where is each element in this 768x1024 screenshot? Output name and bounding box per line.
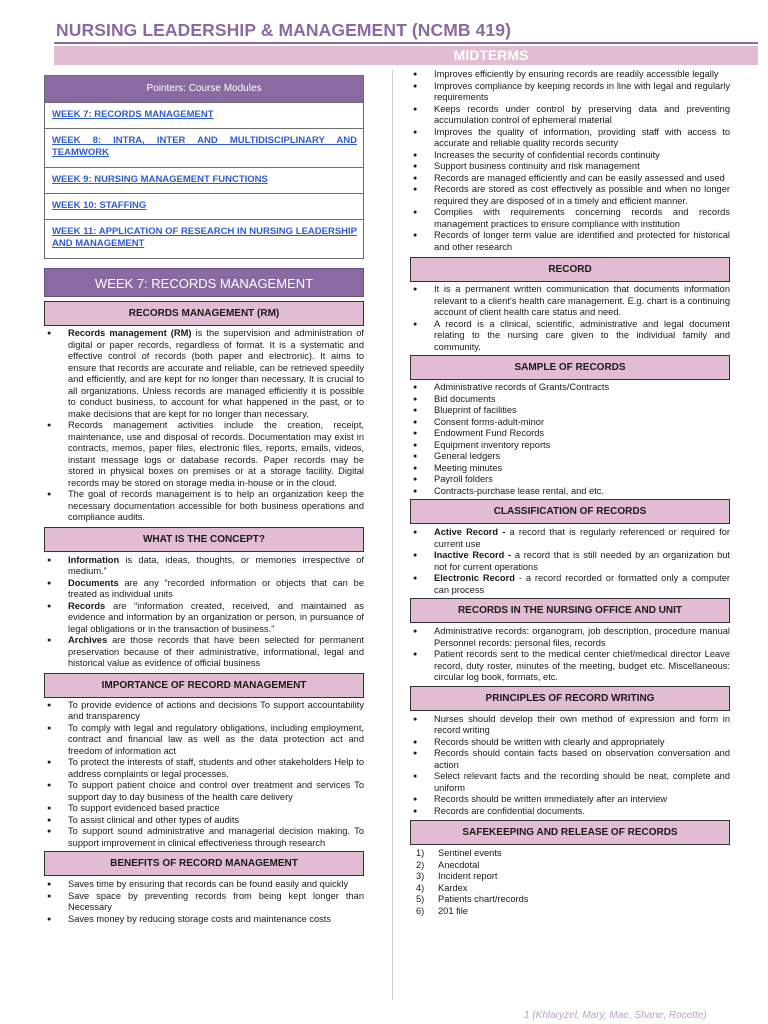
list-item: ● Support business continuity and risk management [410,161,730,173]
link-week-9[interactable]: WEEK 9: NURSING MANAGEMENT FUNCTIONS [45,167,363,193]
page-title: NURSING LEADERSHIP & MANAGEMENT (NCMB 419) [56,20,512,40]
section-heading-concept: WHAT IS THE CONCEPT? [44,527,364,552]
column-divider [392,70,393,1000]
list-item: ● Meeting minutes [410,463,730,475]
list-item: ● Archives are those records that have been selected for permanent preservation because of their administrative, informational, legal and historical value as evidence of official business [44,635,364,670]
list-item: ● Increases the security of confidential records continuity [410,150,730,162]
section-heading-nursing-office: RECORDS IN THE NURSING OFFICE AND UNIT [410,598,730,623]
list-item: ● Records management (RM) is the supervision and administration of digital or paper records, regardless of format. It is a systematic and effective control of records (both paper and electronic). It aims to ensure that records are accurate and reliable, can be retrieved speedily and efficiently, and are kept for no longer than necessary. It is crucial to all organizations. Unless records are managed efficiently it is possible to conduct business, to account for what happened in the past, or to make decisions that are kept for no longer than necessary. [44,328,364,420]
list-item: ● Bid documents [410,394,730,406]
list-item: ● Saves time by ensuring that records can be found easily and quickly [44,879,364,891]
samples-list [410,382,730,497]
list-item: ● Keeps records under control by preserving data and preventing accumulation control of ephemeral material [410,104,730,127]
list-item: ● Records should be written with clearly and appropriately [410,737,730,749]
list-item: ● Patient records sent to the medical center chief/medical director Leave record, duty roster, minutes of the meeting, budget etc. Miscellaneous: circular log book, formats, etc. [410,649,730,684]
principles-list [410,714,730,818]
list-item: ● Records should be written immediately after an interview [410,794,730,806]
list-item: 5) Patients chart/records [416,894,529,904]
list-item: ● Records are confidential documents. [410,806,730,818]
link-week-8[interactable]: WEEK 8: INTRA, INTER AND MULTIDISCIPLINARY AND TEAMWORK [45,128,363,167]
list-item: ● To protect the interests of staff, students and other stakeholders Help to address complaints or legal processes. [44,757,364,780]
page-subtitle: MIDTERMS [453,47,529,63]
list-item: ● To provide evidence of actions and decisions To support accountability and transparency [44,700,364,723]
section-heading-importance: IMPORTANCE OF RECORD MANAGEMENT [44,673,364,698]
list-item: ● General ledgers [410,451,730,463]
list-item: ● Improves the quality of information, providing staff with access to accurate and reliable quality records security [410,127,730,150]
section-heading-benefits: BENEFITS OF RECORD MANAGEMENT [44,851,364,876]
list-item: ● Contracts-purchase lease rental, and etc. [410,486,730,498]
benefits-list [44,879,364,925]
list-item: ● Active Record - a record that is regularly referenced or required for current use [410,527,730,550]
record-list [410,284,730,353]
pointers-table [44,75,364,259]
list-item: ● To support evidenced based practice [44,803,364,815]
pointers-heading: Pointers: Course Modules [45,76,363,102]
list-item: ● Records are “information created, received, and maintained as evidence and information by an organization or person, in pursuance of legal obligations or in the transaction of business.” [44,601,364,636]
list-item: ● Nurses should develop their own method of expression and form in record writing [410,714,730,737]
list-item: ● Inactive Record - a record that is still needed by an organization but not for current operations [410,550,730,573]
list-item: ● Documents are any “recorded information or objects that can be treated as individual units [44,578,364,601]
list-item: 3) Incident report [416,871,498,881]
list-item: ● Records management activities include the creation, receipt, maintenance, use and disposal of records. Documentation may exist in contracts, memos, paper files, electronic files, reports, emails, videos, instant message logs or database records. Paper records may be stored in physical boxes on premises or at a storage facility. Digital records may be stored on storage media in-house or in the cloud. [44,420,364,489]
list-item: 4) Kardex [416,882,468,893]
safekeeping-list [410,848,730,917]
section-heading-principles: PRINCIPLES OF RECORD WRITING [410,686,730,711]
page-footer: 1 (Khlaryzel, Mary, Mae, Shane, Rocette) [524,1010,707,1021]
list-item: ● Information is data, ideas, thoughts, or memories irrespective of medium.” [44,555,364,578]
list-item: ● To assist clinical and other types of audits [44,815,364,827]
left-column [44,75,364,925]
list-item: ● Records are stored as cost effectively as possible and when no longer required they are disposed of in a timely and efficient manner. [410,184,730,207]
title-underline [54,42,758,44]
link-week-11[interactable]: WEEK 11: APPLICATION OF RESEARCH IN NURSING LEADERSHIP AND MANAGEMENT [45,219,363,258]
week-banner: WEEK 7: RECORDS MANAGEMENT [44,268,364,297]
list-item: ● Saves money by reducing storage costs and maintenance costs [44,914,364,926]
list-item: ● Blueprint of facilities [410,405,730,417]
list-item: 1) Sentinel events [416,848,502,858]
nursing-office-list [410,626,730,684]
classification-list [410,527,730,596]
list-item: ● To support patient choice and control over treatment and services To support day to day business of the health care delivery [44,780,364,803]
list-item: ● It is a permanent written communication that documents information relevant to a client's health care management. E.g. chart is a continuing account of client health care status and need. [410,284,730,319]
list-item: ● To support sound administrative and managerial decision making. To support improvement in clinical effectiveness through research [44,826,364,849]
section-heading-record: RECORD [410,257,730,282]
section-heading-classification: CLASSIFICATION OF RECORDS [410,499,730,524]
list-item: ● Records of longer term value are identified and protected for historical and other research [410,230,730,253]
list-item: ● Consent forms-adult-minor [410,417,730,429]
list-item: ● Complies with requirements concerning records and records management practices to ensure compliance with institution [410,207,730,230]
right-column [410,69,730,917]
link-week-10[interactable]: WEEK 10: STAFFING [45,193,363,219]
list-item: ● Improves compliance by keeping records in line with legal and regularly requirements [410,81,730,104]
section-heading-safekeeping: SAFEKEEPING AND RELEASE OF RECORDS [410,820,730,845]
link-week-7[interactable]: WEEK 7: RECORDS MANAGEMENT [45,102,363,128]
records-management-list [44,328,364,524]
benefits-continued-list [410,69,730,253]
section-heading-samples: SAMPLE OF RECORDS [410,355,730,380]
list-item: ● Administrative records of Grants/Contracts [410,382,730,394]
list-item: 2) Anecdotal [416,859,480,870]
list-item: 6) 201 file [416,905,468,916]
list-item: ● Administrative records: organogram, job description, procedure manual Personnel records: personal files, records [410,626,730,649]
list-item: ● Improves efficiently by ensuring records are readily accessible legally [410,69,730,81]
list-item: ● Endowment Fund Records [410,428,730,440]
list-item: ● Payroll folders [410,474,730,486]
list-item: ● A record is a clinical, scientific, administrative and legal document relating to the nursing care given to the individual family and community. [410,319,730,354]
list-item: ● Records are managed efficiently and can be easily assessed and used [410,173,730,185]
list-item: ● Save space by preventing records from being kept longer than Necessary [44,891,364,914]
concept-list [44,555,364,670]
list-item: ● Electronic Record - a record recorded or formatted only a computer can process [410,573,730,596]
section-heading-records-management: RECORDS MANAGEMENT (RM) [44,301,364,326]
list-item: ● Select relevant facts and the recording should be neat, complete and uniform [410,771,730,794]
list-item: ● To comply with legal and regulatory obligations, including employment, contract and financial law as well as the data protection act and freedom of information act [44,723,364,758]
list-item: ● The goal of records management is to help an organization keep the necessary documentation accessible for both business operations and compliance audits. [44,489,364,524]
importance-list [44,700,364,850]
list-item: ● Records should contain facts based on observation conversation and action [410,748,730,771]
list-item: ● Equipment inventory reports [410,440,730,452]
